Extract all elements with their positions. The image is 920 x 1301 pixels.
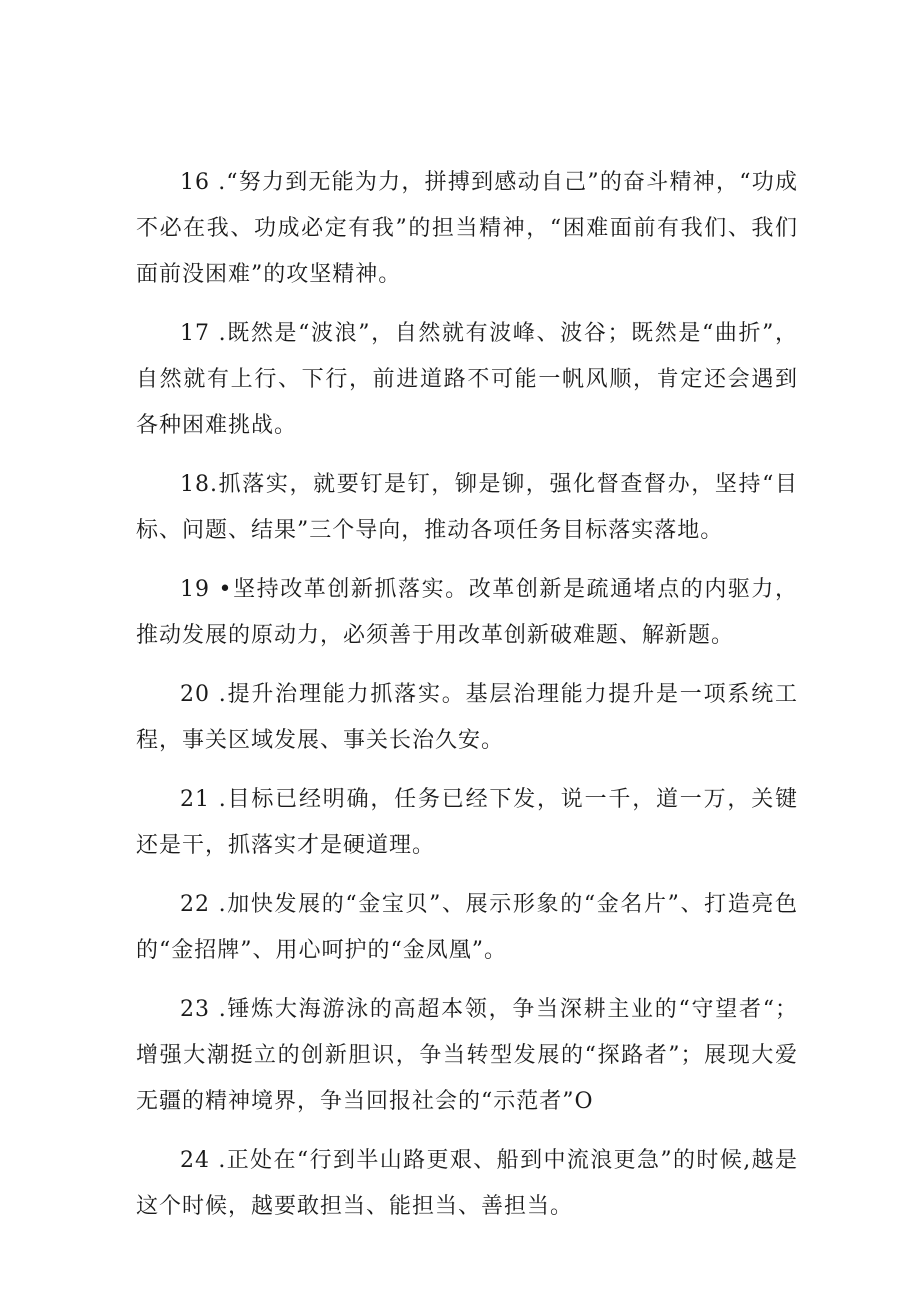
paragraph-18: 18.抓落实，就要钉是钉，铆是铆，强化督查督办，坚持“目标、问题、结果”三个导向，推动各项任务目标落实落地。 [136, 472, 798, 543]
paragraph-21: 21 .目标已经明确，任务已经下发，说一千，道一万，关键还是干，抓落实才是硬道理。 [136, 787, 798, 858]
paragraph-19: 19 •坚持改革创新抓落实。改革创新是疏通堵点的内驱力，推动发展的原动力，必须善于用改革创新破难题、解新题。 [136, 577, 798, 648]
paragraph-23: 23 .锤炼大海游泳的高超本领，争当深耕主业的“守望者“；增强大潮挺立的创新胆识，争当转型发展的“探路者”；展现大爱无疆的精神境界，争当回报社会的“示范者”O [136, 997, 798, 1114]
document-body [136, 160, 798, 1243]
paragraph-16: 16 .“努力到无能为力，拼搏到感动自己”的奋斗精神，“功成不必在我、功成必定有我”的担当精神，“困难面前有我们、我们面前没困难”的攻坚精神。 [136, 170, 798, 287]
paragraph-17: 17 .既然是“波浪”，自然就有波峰、波谷；既然是“曲折”，自然就有上行、下行，前进道路不可能一帆风顺，肯定还会遇到各种困难挑战。 [136, 321, 798, 438]
paragraph-20: 20 .提升治理能力抓落实。基层治理能力提升是一项系统工程，事关区域发展、事关长治久安。 [136, 682, 798, 753]
paragraph-24: 24 .正处在“行到半山路更艰、船到中流浪更急”的时候,越是这个时候，越要敢担当、能担当、善担当。 [136, 1148, 798, 1219]
paragraph-22: 22 .加快发展的“金宝贝”、展示形象的“金名片”、打造亮色的“金招牌”、用心呵护的“金凤凰”。 [136, 892, 798, 963]
